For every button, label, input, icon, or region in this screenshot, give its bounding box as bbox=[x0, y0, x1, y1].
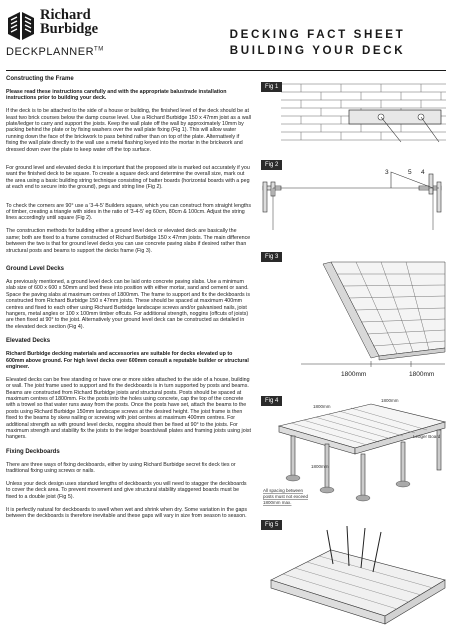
figure-2 bbox=[261, 160, 446, 240]
fig4-note-line3: 1800mm max. bbox=[263, 500, 292, 505]
fig4-dim-a: 1800mm bbox=[313, 404, 331, 409]
elevated-bold-paragraph: Richard Burbidge decking materials and accessories are suitable for decks elevated up to 600mm above ground. For high level decks over 600mm consult a reputable builder or structural engineer. bbox=[6, 351, 249, 370]
title-line2: BUILDING YOUR DECK bbox=[229, 44, 406, 57]
square-paragraph: For ground level and elevated decks it is important that the proposed site is marked out accurately if you want the finished deck to be square. To create a square deck and determine the overall size, mark out the area using a basic building string technique consisting of batter boards (horizontal boards with a peg at each end to secure into the ground), pegs and string line (Fig 2). bbox=[6, 165, 250, 191]
text-column bbox=[6, 76, 251, 526]
header-divider bbox=[6, 70, 446, 71]
fig4-dim-b: 1800mm bbox=[381, 398, 399, 403]
figure-4-label: Fig 4 bbox=[261, 396, 282, 406]
fig4-note-line1: All spacing between bbox=[263, 488, 304, 493]
figure-3-illustration bbox=[261, 252, 446, 382]
figure-1 bbox=[261, 82, 446, 152]
brand-name bbox=[40, 8, 98, 36]
figure-4 bbox=[261, 396, 446, 514]
figure-5 bbox=[261, 520, 446, 636]
heading-constructing: Constructing the Frame bbox=[6, 76, 74, 82]
fig4-note-line2: posts must not exceed bbox=[263, 494, 309, 499]
figure-4-illustration bbox=[261, 396, 446, 514]
product-name-text: DECKPLANNER bbox=[6, 46, 95, 58]
heading-ground: Ground Level Decks bbox=[6, 265, 65, 272]
title-line1: DECKING FACT SHEET bbox=[229, 28, 406, 41]
brand-name-line2: Burbidge bbox=[40, 21, 99, 37]
attached-paragraph: If the deck is to be attached to the side of a house or building, the finished level of the deck should be at least two brick courses below the damp course level. Use a Richard Burbidge 150 x 47mm joist as a wall plate/ledger to carry and support the joists. Keep the wall plate off the wall by approximately 10mm by packing behind the plate or by fixing washers over the wall plate fixing (Fig 1). This will allow water running down the face of the brickwork to pass behind rather than on top of the plate. Alternatively if fixing the wall plate directly to the wall use a metal flashing keyed into the mortar in the brickwork and dressed down over the plate to keep water off the top surface. bbox=[6, 108, 251, 153]
fig3-dim-left: 1800mm bbox=[341, 371, 367, 378]
fig2-label-3: 3 bbox=[385, 169, 389, 176]
figure-5-illustration bbox=[261, 520, 446, 636]
fixing-paragraph-3: It is perfectly natural for deckboards to swell when wet and shrink when dry. Some variation in the gaps between the deckboards is therefore inevitable and these gaps will vary in size from season to season. bbox=[6, 506, 248, 520]
brand-logo bbox=[6, 6, 116, 66]
figure-1-illustration bbox=[261, 82, 446, 152]
figure-3 bbox=[261, 252, 446, 382]
check-paragraph: To check the corners are 90° use a '3-4-5' Builders square, which you can construct from straight lengths of timber, creating a triangle with sides in the ratio of '3-4-5' eg 60cm, 80cm & 100cm. Adjust the string lines accordingly until square (Fig 2). bbox=[6, 202, 251, 222]
ground-paragraph: As previously mentioned, a ground level deck can be laid onto concrete paving slabs. Use a minimum slab size of 600 x 600 x 50mm and bed these into position with either mortar, sand and cement or sand. Space the paving slabs at maximum centres of 1800mm. The frame to support and fix the deckboards is constructed from Richard Burbidge 150 x 47mm joists. These should be spaced at maximum 400mm centres and fixed to each other using Richard Burbidge landscape screws and/or galvanised nails, joist hangers, metal angles or 100 x 100mm timber offcuts. For additional strength, noggins (offcuts of joists) are then fixed at 90° to the joist. Alternatively your ground level deck can be constructed as detailed in the elevated deck section (Fig 4). bbox=[6, 278, 250, 330]
fixing-paragraph-1: There are three ways of fixing deckboards, either by using Richard Burbidge secret fix deck ties or traditional fixing using screws or nails. bbox=[6, 461, 236, 475]
fig2-label-5: 5 bbox=[408, 169, 412, 176]
fig4-dim-c: 1800mm bbox=[311, 464, 329, 469]
heading-elevated: Elevated Decks bbox=[6, 338, 51, 345]
fig3-dim-right: 1800mm bbox=[409, 371, 435, 378]
elevated-paragraph: Elevated decks can be free standing or have one or more sides attached to the side of a house, building or wall. The joist frame used to support and fix the deckboards is in turn supported by posts and beams. Beams are constructed from Richard Burbidge joists and structural posts. Posts should be spaced at maximum centres of 1800mm. Fix the posts into the holes using concrete, cap the top of the concrete with a trowel so that water runs away from the posts. Once the posts have set, attach the beams to the posts using Richard Burbidge 150mm landscape screws at the desired height. The joist frame is then fixed to the beams by skew nailing or screwing with joist centres at maximum 400mm centres. For additional strength as with ground level decks, noggins should then be fixed at 90° to the joists. For maximum strength and stability fix the joists to the ledger boards/wall plates and framing joists using joist hangers. bbox=[6, 376, 251, 441]
page-title bbox=[185, 27, 450, 59]
figure-2-illustration bbox=[261, 160, 446, 240]
figure-5-label: Fig 5 bbox=[261, 520, 282, 530]
heading-fixing: Fixing Deckboards bbox=[6, 448, 60, 455]
brand-mark-icon bbox=[6, 10, 36, 42]
fixing-paragraph-2: Unless your deck design uses standard lengths of deckboards you will need to stagger the deckboards to cover the deck area. To prevent movement and give structural stability staggered boards must be fixed to a double joist (Fig 5). bbox=[6, 481, 247, 500]
trademark: TM bbox=[94, 46, 104, 53]
brand-name-line1: Richard bbox=[40, 7, 91, 23]
intro-paragraph: Please read these instructions carefully and with the appropriate balustrade installation instructions prior to building your deck. bbox=[6, 89, 227, 102]
figure-3-label: Fig 3 bbox=[261, 252, 282, 262]
methods-paragraph: The construction methods for building either a ground level deck or elevated deck are basically the same; both are fixed to a frame constructed of Richard Burbidge 150 x 47mm joists. The main difference between the two is that for ground level decks you can use concrete paving slabs if desired rather than structural posts and beams to support the decks frame (Fig 3). bbox=[6, 228, 251, 254]
product-name bbox=[6, 46, 104, 58]
figure-2-label: Fig 2 bbox=[261, 160, 282, 170]
fig4-ledger-board: Ledger Board bbox=[413, 434, 441, 439]
figure-1-label: Fig 1 bbox=[261, 82, 282, 92]
fig2-label-4: 4 bbox=[421, 169, 425, 176]
